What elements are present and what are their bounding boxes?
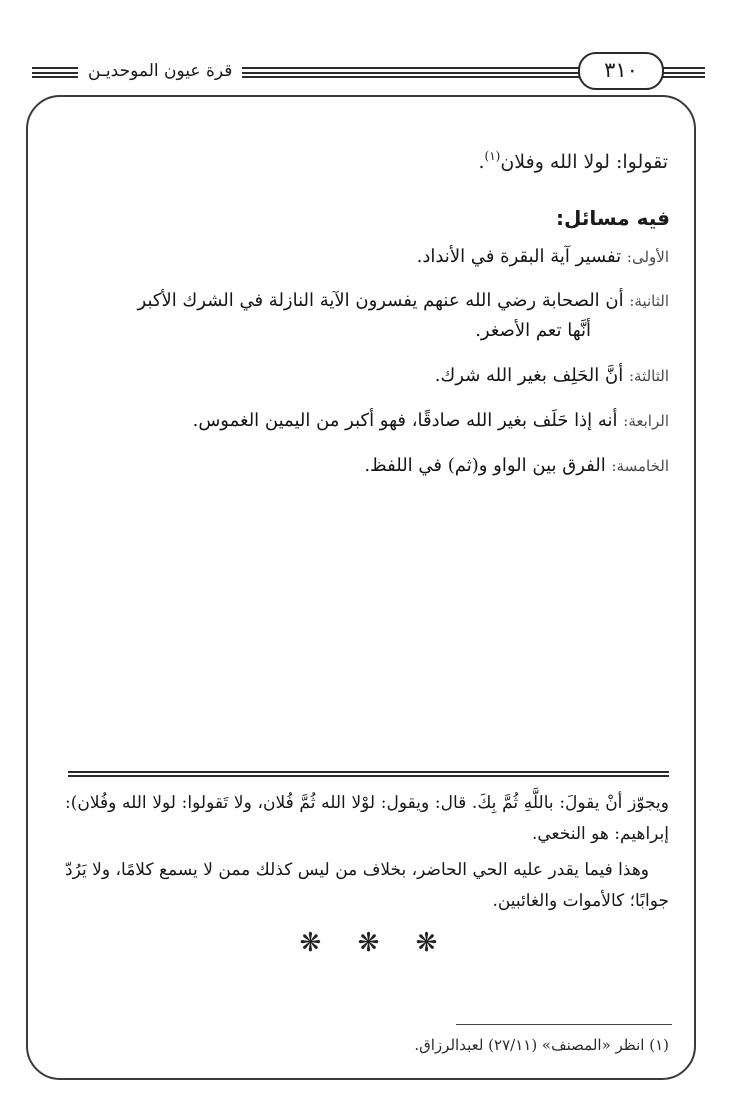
footnote-rule xyxy=(456,1024,672,1025)
issue-text: أنه إذا حَلَف بغير الله صادقًا، فهو أكبر من اليمين الغموس. xyxy=(192,410,618,431)
issue-first xyxy=(69,242,669,272)
commentary-divider-bottom xyxy=(68,775,669,777)
intro-end: . xyxy=(478,151,485,173)
page-number: ٣١٠ xyxy=(578,52,664,90)
issue-second xyxy=(69,286,669,346)
issue-label: الثالثة: xyxy=(628,367,669,385)
section-ornament: ❋ ❋ ❋ xyxy=(299,928,452,958)
issue-fourth xyxy=(69,406,669,436)
commentary-paragraph: ويجوّز أنْ يقولَ: باللَّهِ ثُمَّ بِكَ. قال: ويقول: لوْلا الله ثُمَّ فُلان، ولا تَقولوا: لولا الله وفُلان): إبراهيم: هو النخعي. xyxy=(65,793,669,844)
issue-text-continuation: أنَّها تعم الأصغر. xyxy=(475,320,591,341)
commentary-paragraph: وهذا فيما يقدر عليه الحي الحاضر، بخلاف من ليس كذلك ممن لا يسمع كلامًا، ولا يَرُدّ جوابًا؛ كالأموات والغائبين. xyxy=(65,860,669,911)
issue-text: الفرق بين الواو و(ثم) في اللفظ. xyxy=(364,455,606,476)
issue-text: أنَّ الحَلِف بغير الله شرك. xyxy=(434,365,624,386)
intro-text: تقولوا: لولا الله وفلان xyxy=(500,151,668,173)
issue-third xyxy=(69,361,669,391)
issue-label: الخامسة: xyxy=(611,457,669,475)
section-heading: فيه مسائل: xyxy=(556,206,670,230)
issue-label: الثانية: xyxy=(629,292,669,310)
issue-label: الأولى: xyxy=(626,248,669,266)
issue-label: الرابعة: xyxy=(623,412,669,430)
issue-text: أن الصحابة رضي الله عنهم يفسرون الآية النازلة في الشرك الأكبر xyxy=(137,290,624,311)
issue-text: تفسير آية البقرة في الأنداد. xyxy=(416,246,622,267)
footnote: (١) انظر «المصنف» (٢٧/١١) لعبدالرزاق. xyxy=(414,1036,669,1054)
issue-fifth xyxy=(69,451,669,481)
intro-line xyxy=(68,140,668,178)
running-title: قرة عيون الموحديـن xyxy=(78,58,242,84)
commentary-divider-top xyxy=(68,771,669,773)
footnote-reference: (١) xyxy=(484,149,501,163)
